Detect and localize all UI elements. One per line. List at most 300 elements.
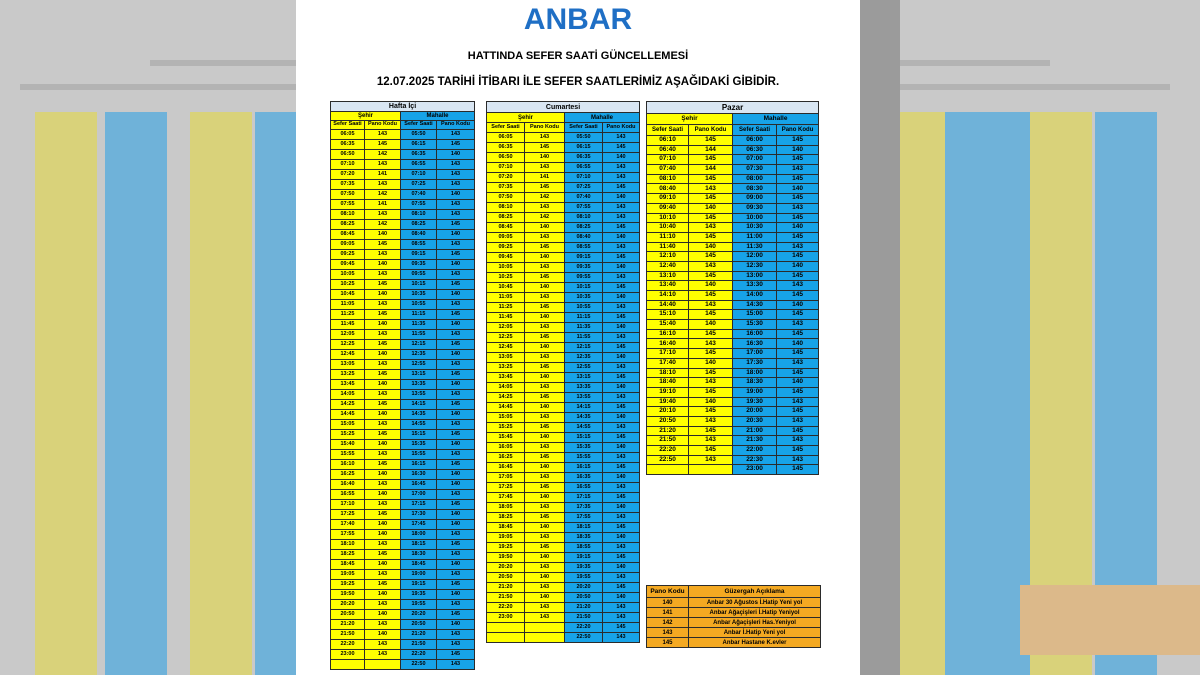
mahalle-time-cell: 20:20 [401, 610, 437, 620]
mahalle-time-cell: 19:30 [733, 397, 777, 407]
mahalle-time-cell: 18:30 [401, 550, 437, 560]
weekday-schedule-table [330, 101, 475, 670]
sehir-code-cell: 145 [365, 240, 401, 250]
table-row [331, 490, 475, 500]
mahalle-code-cell: 143 [777, 203, 819, 213]
sehir-code-cell: 143 [525, 203, 565, 213]
table-row [331, 360, 475, 370]
sehir-code-cell: 143 [525, 263, 565, 273]
mahalle-time-cell: 11:55 [565, 333, 603, 343]
sehir-time-cell: 21:50 [487, 593, 525, 603]
sehir-code-cell: 143 [689, 261, 733, 271]
mahalle-time-cell: 13:35 [565, 383, 603, 393]
table-row [487, 303, 640, 313]
mahalle-code-cell: 143 [777, 416, 819, 426]
mahalle-code-cell: 145 [777, 136, 819, 146]
sehir-time-cell: 08:45 [487, 223, 525, 233]
sehir-code-cell: 140 [525, 553, 565, 563]
mahalle-time-cell: 10:15 [565, 283, 603, 293]
mahalle-time-cell: 08:55 [401, 240, 437, 250]
table-row [647, 387, 819, 397]
mahalle-code-cell: 143 [603, 453, 640, 463]
sehir-time-cell: 19:05 [331, 570, 365, 580]
sehir-code-cell: 145 [689, 349, 733, 359]
table-row [647, 174, 819, 184]
mahalle-code-cell: 145 [777, 252, 819, 262]
table-row [647, 300, 819, 310]
mahalle-time-cell: 05:50 [401, 130, 437, 140]
mahalle-code-cell: 143 [437, 390, 475, 400]
table-row [331, 320, 475, 330]
mahalle-code-cell: 140 [603, 563, 640, 573]
mahalle-code-cell: 140 [603, 193, 640, 203]
mahalle-time-cell: 19:35 [565, 563, 603, 573]
table-row [487, 323, 640, 333]
sehir-time-cell: 12:40 [647, 261, 689, 271]
mahalle-code-cell: 145 [603, 313, 640, 323]
sehir-code-cell [365, 660, 401, 670]
table-row [331, 340, 475, 350]
mahalle-code-cell: 145 [777, 426, 819, 436]
mahalle-time-cell: 15:35 [565, 443, 603, 453]
table-row [487, 593, 640, 603]
mahalle-code-cell: 145 [437, 400, 475, 410]
mahalle-code-cell: 143 [603, 483, 640, 493]
sehir-time-cell: 19:25 [487, 543, 525, 553]
sehir-time-cell: 12:25 [487, 333, 525, 343]
table-row [331, 240, 475, 250]
sefer-saati-header: Sefer Saati [331, 121, 365, 130]
table-row [647, 223, 819, 233]
sehir-code-cell: 140 [525, 283, 565, 293]
sehir-time-cell: 11:45 [331, 320, 365, 330]
legend-desc: Anbar Ağaçişleri Has.Yeniyol [689, 618, 821, 628]
mahalle-time-cell: 07:40 [401, 190, 437, 200]
sehir-code-cell: 140 [525, 343, 565, 353]
mahalle-time-cell: 17:45 [401, 520, 437, 530]
table-row [647, 165, 819, 175]
mahalle-time-cell: 17:15 [565, 493, 603, 503]
background-left-blur [0, 0, 300, 675]
sehir-time-cell: 12:25 [331, 340, 365, 350]
sehir-time-cell: 09:40 [647, 203, 689, 213]
sehir-time-cell: 19:50 [331, 590, 365, 600]
sehir-code-cell: 145 [525, 423, 565, 433]
sehir-code-cell: 142 [525, 213, 565, 223]
mahalle-time-cell: 14:00 [733, 291, 777, 301]
mahalle-time-cell: 13:55 [401, 390, 437, 400]
sehir-code-cell: 145 [689, 252, 733, 262]
sehir-time-cell: 09:45 [331, 260, 365, 270]
sehir-time-cell: 11:05 [331, 300, 365, 310]
sehir-code-cell [689, 465, 733, 475]
sehir-time-cell: 06:05 [331, 130, 365, 140]
table-row [647, 397, 819, 407]
sehir-code-cell: 143 [525, 563, 565, 573]
mahalle-time-cell: 13:00 [733, 271, 777, 281]
sehir-code-cell: 145 [689, 213, 733, 223]
mahalle-time-cell: 18:00 [733, 368, 777, 378]
mahalle-time-cell: 14:35 [565, 413, 603, 423]
mahalle-group-header: Mahalle [401, 112, 475, 121]
mahalle-time-cell: 18:35 [565, 533, 603, 543]
mahalle-time-cell: 23:00 [733, 465, 777, 475]
day-header: Hafta İçi [331, 102, 475, 112]
sehir-code-cell: 143 [365, 480, 401, 490]
table-row [487, 523, 640, 533]
table-row [647, 465, 819, 475]
mahalle-code-cell: 140 [437, 380, 475, 390]
mahalle-time-cell: 18:30 [733, 378, 777, 388]
sehir-code-cell: 145 [525, 333, 565, 343]
sehir-code-cell: 145 [365, 550, 401, 560]
sehir-code-cell: 145 [689, 136, 733, 146]
sehir-time-cell: 09:10 [647, 194, 689, 204]
sehir-time-cell: 11:10 [647, 232, 689, 242]
sehir-code-cell: 142 [365, 150, 401, 160]
table-row [487, 343, 640, 353]
sehir-time-cell: 16:25 [487, 453, 525, 463]
mahalle-code-cell: 145 [777, 213, 819, 223]
sehir-code-cell: 143 [365, 500, 401, 510]
table-row [331, 600, 475, 610]
mahalle-code-cell: 143 [437, 300, 475, 310]
mahalle-time-cell: 06:15 [401, 140, 437, 150]
sehir-time-cell: 22:20 [331, 640, 365, 650]
mahalle-time-cell: 06:35 [565, 153, 603, 163]
mahalle-code-cell: 140 [603, 533, 640, 543]
table-row [647, 416, 819, 426]
sehir-time-cell: 15:25 [331, 430, 365, 440]
mahalle-code-cell: 145 [603, 463, 640, 473]
sehir-time-cell: 16:40 [647, 339, 689, 349]
sehir-time-cell: 15:10 [647, 310, 689, 320]
table-row [647, 436, 819, 446]
mahalle-time-cell: 14:35 [401, 410, 437, 420]
mahalle-code-cell: 140 [603, 323, 640, 333]
sehir-code-cell: 143 [689, 300, 733, 310]
mahalle-code-cell: 140 [437, 230, 475, 240]
mahalle-time-cell: 20:30 [733, 416, 777, 426]
sehir-code-cell: 143 [365, 600, 401, 610]
sehir-time-cell: 13:45 [331, 380, 365, 390]
sehir-code-cell: 143 [689, 223, 733, 233]
mahalle-time-cell: 22:20 [401, 650, 437, 660]
sehir-code-cell: 145 [525, 273, 565, 283]
sehir-code-cell: 145 [365, 280, 401, 290]
day-header: Pazar [647, 102, 819, 114]
table-row [487, 193, 640, 203]
table-row [487, 513, 640, 523]
sehir-code-cell: 145 [689, 426, 733, 436]
mahalle-time-cell: 06:55 [401, 160, 437, 170]
sehir-code-cell: 140 [525, 223, 565, 233]
mahalle-time-cell: 09:15 [401, 250, 437, 260]
table-row [331, 660, 475, 670]
legend-row [647, 628, 821, 638]
sehir-code-cell: 143 [365, 160, 401, 170]
sehir-time-cell: 18:45 [331, 560, 365, 570]
sehir-time-cell: 16:10 [331, 460, 365, 470]
mahalle-code-cell: 140 [437, 620, 475, 630]
mahalle-time-cell: 21:50 [565, 613, 603, 623]
table-row [487, 563, 640, 573]
table-row [331, 630, 475, 640]
sehir-time-cell: 17:05 [487, 473, 525, 483]
sehir-time-cell: 21:20 [487, 583, 525, 593]
sehir-time-cell: 13:25 [331, 370, 365, 380]
sehir-time-cell: 17:25 [331, 510, 365, 520]
sehir-code-cell: 142 [365, 190, 401, 200]
sehir-time-cell: 14:05 [331, 390, 365, 400]
sehir-code-cell: 143 [365, 210, 401, 220]
sehir-time-cell: 15:25 [487, 423, 525, 433]
mahalle-time-cell: 20:50 [401, 620, 437, 630]
table-row [647, 261, 819, 271]
table-row [647, 136, 819, 146]
sehir-code-cell: 143 [365, 620, 401, 630]
sehir-time-cell [647, 465, 689, 475]
mahalle-time-cell: 08:25 [401, 220, 437, 230]
sehir-time-cell: 10:25 [487, 273, 525, 283]
table-row [331, 310, 475, 320]
mahalle-code-cell: 145 [437, 650, 475, 660]
mahalle-time-cell: 20:20 [565, 583, 603, 593]
legend-row [647, 608, 821, 618]
sehir-code-cell: 143 [365, 330, 401, 340]
table-row [331, 440, 475, 450]
table-row [331, 330, 475, 340]
sehir-time-cell: 13:05 [487, 353, 525, 363]
sehir-time-cell: 08:10 [331, 210, 365, 220]
mahalle-code-cell: 140 [777, 378, 819, 388]
sehir-code-cell: 143 [365, 130, 401, 140]
mahalle-code-cell: 140 [777, 261, 819, 271]
mahalle-code-cell: 145 [777, 387, 819, 397]
sehir-time-cell: 23:00 [331, 650, 365, 660]
ghost-legend [1020, 585, 1200, 655]
mahalle-code-cell: 145 [777, 465, 819, 475]
mahalle-time-cell: 21:20 [401, 630, 437, 640]
sehir-code-cell: 140 [525, 523, 565, 533]
mahalle-code-cell: 145 [437, 220, 475, 230]
sehir-time-cell: 22:20 [487, 603, 525, 613]
sehir-code-cell: 143 [525, 533, 565, 543]
sehir-time-cell [487, 623, 525, 633]
sehir-time-cell: 07:35 [487, 183, 525, 193]
table-row [331, 510, 475, 520]
mahalle-time-cell: 17:30 [733, 358, 777, 368]
table-row [487, 353, 640, 363]
table-row [331, 640, 475, 650]
mahalle-code-cell: 143 [437, 210, 475, 220]
mahalle-time-cell: 11:00 [733, 232, 777, 242]
sehir-code-cell: 144 [689, 165, 733, 175]
mahalle-code-cell: 140 [777, 300, 819, 310]
table-row [331, 140, 475, 150]
mahalle-time-cell: 15:00 [733, 310, 777, 320]
sehir-code-cell: 145 [689, 174, 733, 184]
sehir-time-cell: 15:05 [487, 413, 525, 423]
ghost-line [900, 84, 1170, 90]
mahalle-time-cell: 10:55 [565, 303, 603, 313]
sehir-time-cell: 19:40 [647, 397, 689, 407]
sehir-code-cell: 145 [689, 407, 733, 417]
sehir-time-cell: 14:45 [331, 410, 365, 420]
sehir-code-cell: 143 [365, 450, 401, 460]
mahalle-code-cell: 143 [437, 450, 475, 460]
table-row [487, 253, 640, 263]
sehir-time-cell: 09:25 [331, 250, 365, 260]
ghost-column [35, 112, 97, 675]
sehir-code-cell: 143 [365, 300, 401, 310]
table-row [487, 393, 640, 403]
mahalle-time-cell: 11:55 [401, 330, 437, 340]
sehir-code-cell: 145 [689, 368, 733, 378]
sehir-time-cell: 07:40 [647, 165, 689, 175]
mahalle-time-cell: 07:25 [401, 180, 437, 190]
table-row [487, 583, 640, 593]
sehir-time-cell: 18:10 [331, 540, 365, 550]
mahalle-time-cell: 13:55 [565, 393, 603, 403]
table-row [487, 213, 640, 223]
mahalle-code-cell: 145 [603, 583, 640, 593]
mahalle-time-cell: 10:30 [733, 223, 777, 233]
sehir-time-cell: 20:10 [647, 407, 689, 417]
sehir-code-cell: 140 [525, 253, 565, 263]
sehir-time-cell: 06:50 [331, 150, 365, 160]
table-row [331, 470, 475, 480]
mahalle-code-cell: 143 [437, 170, 475, 180]
mahalle-time-cell: 08:10 [565, 213, 603, 223]
sehir-code-cell: 140 [365, 290, 401, 300]
sehir-time-cell: 08:25 [331, 220, 365, 230]
mahalle-code-cell: 145 [603, 183, 640, 193]
sehir-time-cell: 07:10 [647, 155, 689, 165]
mahalle-code-cell: 143 [603, 633, 640, 643]
sehir-time-cell: 08:10 [487, 203, 525, 213]
table-row [331, 370, 475, 380]
mahalle-code-cell: 145 [603, 523, 640, 533]
sehir-code-cell: 140 [365, 410, 401, 420]
table-row [331, 530, 475, 540]
sehir-code-cell: 143 [525, 443, 565, 453]
mahalle-code-cell: 140 [437, 520, 475, 530]
sehir-time-cell: 15:55 [331, 450, 365, 460]
sehir-time-cell: 21:50 [647, 436, 689, 446]
schedule-document [296, 0, 860, 675]
mahalle-time-cell: 16:55 [565, 483, 603, 493]
sehir-code-cell: 143 [525, 323, 565, 333]
sehir-time-cell: 20:50 [487, 573, 525, 583]
mahalle-code-cell: 143 [603, 133, 640, 143]
sehir-code-cell: 140 [365, 610, 401, 620]
table-row [487, 273, 640, 283]
table-row [331, 560, 475, 570]
sehir-time-cell: 16:45 [487, 463, 525, 473]
table-row [647, 232, 819, 242]
sehir-code-cell: 143 [365, 640, 401, 650]
sehir-code-cell: 143 [689, 339, 733, 349]
sehir-code-cell: 145 [689, 291, 733, 301]
sehir-time-cell: 21:50 [331, 630, 365, 640]
sehir-group-header: Şehir [647, 114, 733, 125]
mahalle-time-cell: 22:30 [733, 455, 777, 465]
mahalle-time-cell: 18:00 [401, 530, 437, 540]
mahalle-code-cell: 145 [777, 174, 819, 184]
sehir-code-cell: 145 [689, 329, 733, 339]
mahalle-code-cell: 143 [603, 573, 640, 583]
sehir-code-cell: 140 [525, 403, 565, 413]
sehir-time-cell: 07:50 [487, 193, 525, 203]
sehir-time-cell: 09:25 [487, 243, 525, 253]
page-notice: 12.07.2025 TARİHİ İTİBARI İLE SEFER SAATLERİMİZ AŞAĞIDAKİ GİBİDİR. [376, 76, 780, 88]
mahalle-code-cell: 145 [777, 329, 819, 339]
sehir-time-cell: 15:45 [487, 433, 525, 443]
pano-kodu-header: Pano Kodu [689, 125, 733, 136]
mahalle-code-cell: 140 [777, 339, 819, 349]
sehir-time-cell: 19:05 [487, 533, 525, 543]
table-row [331, 620, 475, 630]
sehir-code-cell: 145 [525, 393, 565, 403]
pano-kodu-header: Pano Kodu [437, 121, 475, 130]
table-row [487, 483, 640, 493]
mahalle-code-cell: 145 [603, 373, 640, 383]
mahalle-code-cell: 143 [437, 420, 475, 430]
table-row [487, 623, 640, 633]
sehir-time-cell: 17:10 [647, 349, 689, 359]
sehir-time-cell: 16:25 [331, 470, 365, 480]
table-row [647, 455, 819, 465]
table-row [487, 453, 640, 463]
mahalle-time-cell: 18:15 [401, 540, 437, 550]
sehir-time-cell: 10:05 [487, 263, 525, 273]
mahalle-code-cell: 143 [603, 273, 640, 283]
table-row [487, 533, 640, 543]
mahalle-time-cell: 11:35 [565, 323, 603, 333]
mahalle-time-cell: 08:00 [733, 174, 777, 184]
table-row [331, 230, 475, 240]
sehir-time-cell: 08:10 [647, 174, 689, 184]
mahalle-time-cell: 09:35 [565, 263, 603, 273]
sehir-time-cell: 20:20 [331, 600, 365, 610]
sehir-code-cell: 143 [365, 360, 401, 370]
sehir-code-cell: 145 [689, 194, 733, 204]
sehir-code-cell: 142 [365, 220, 401, 230]
mahalle-time-cell: 11:30 [733, 242, 777, 252]
sehir-time-cell: 08:25 [487, 213, 525, 223]
table-row [487, 503, 640, 513]
sehir-time-cell: 13:40 [647, 281, 689, 291]
table-row [331, 160, 475, 170]
legend-desc: Anbar İ.Hatip Yeni yol [689, 628, 821, 638]
sehir-time-cell: 10:05 [331, 270, 365, 280]
table-row [331, 180, 475, 190]
mahalle-code-cell: 143 [603, 163, 640, 173]
sehir-code-cell: 143 [365, 180, 401, 190]
table-row [487, 293, 640, 303]
sehir-code-cell: 140 [525, 433, 565, 443]
sehir-code-cell: 140 [365, 530, 401, 540]
table-row [487, 493, 640, 503]
table-row [487, 473, 640, 483]
sehir-time-cell: 14:10 [647, 291, 689, 301]
sehir-code-cell: 140 [365, 380, 401, 390]
table-row [331, 450, 475, 460]
table-row [487, 143, 640, 153]
table-row [487, 333, 640, 343]
mahalle-time-cell: 14:15 [565, 403, 603, 413]
